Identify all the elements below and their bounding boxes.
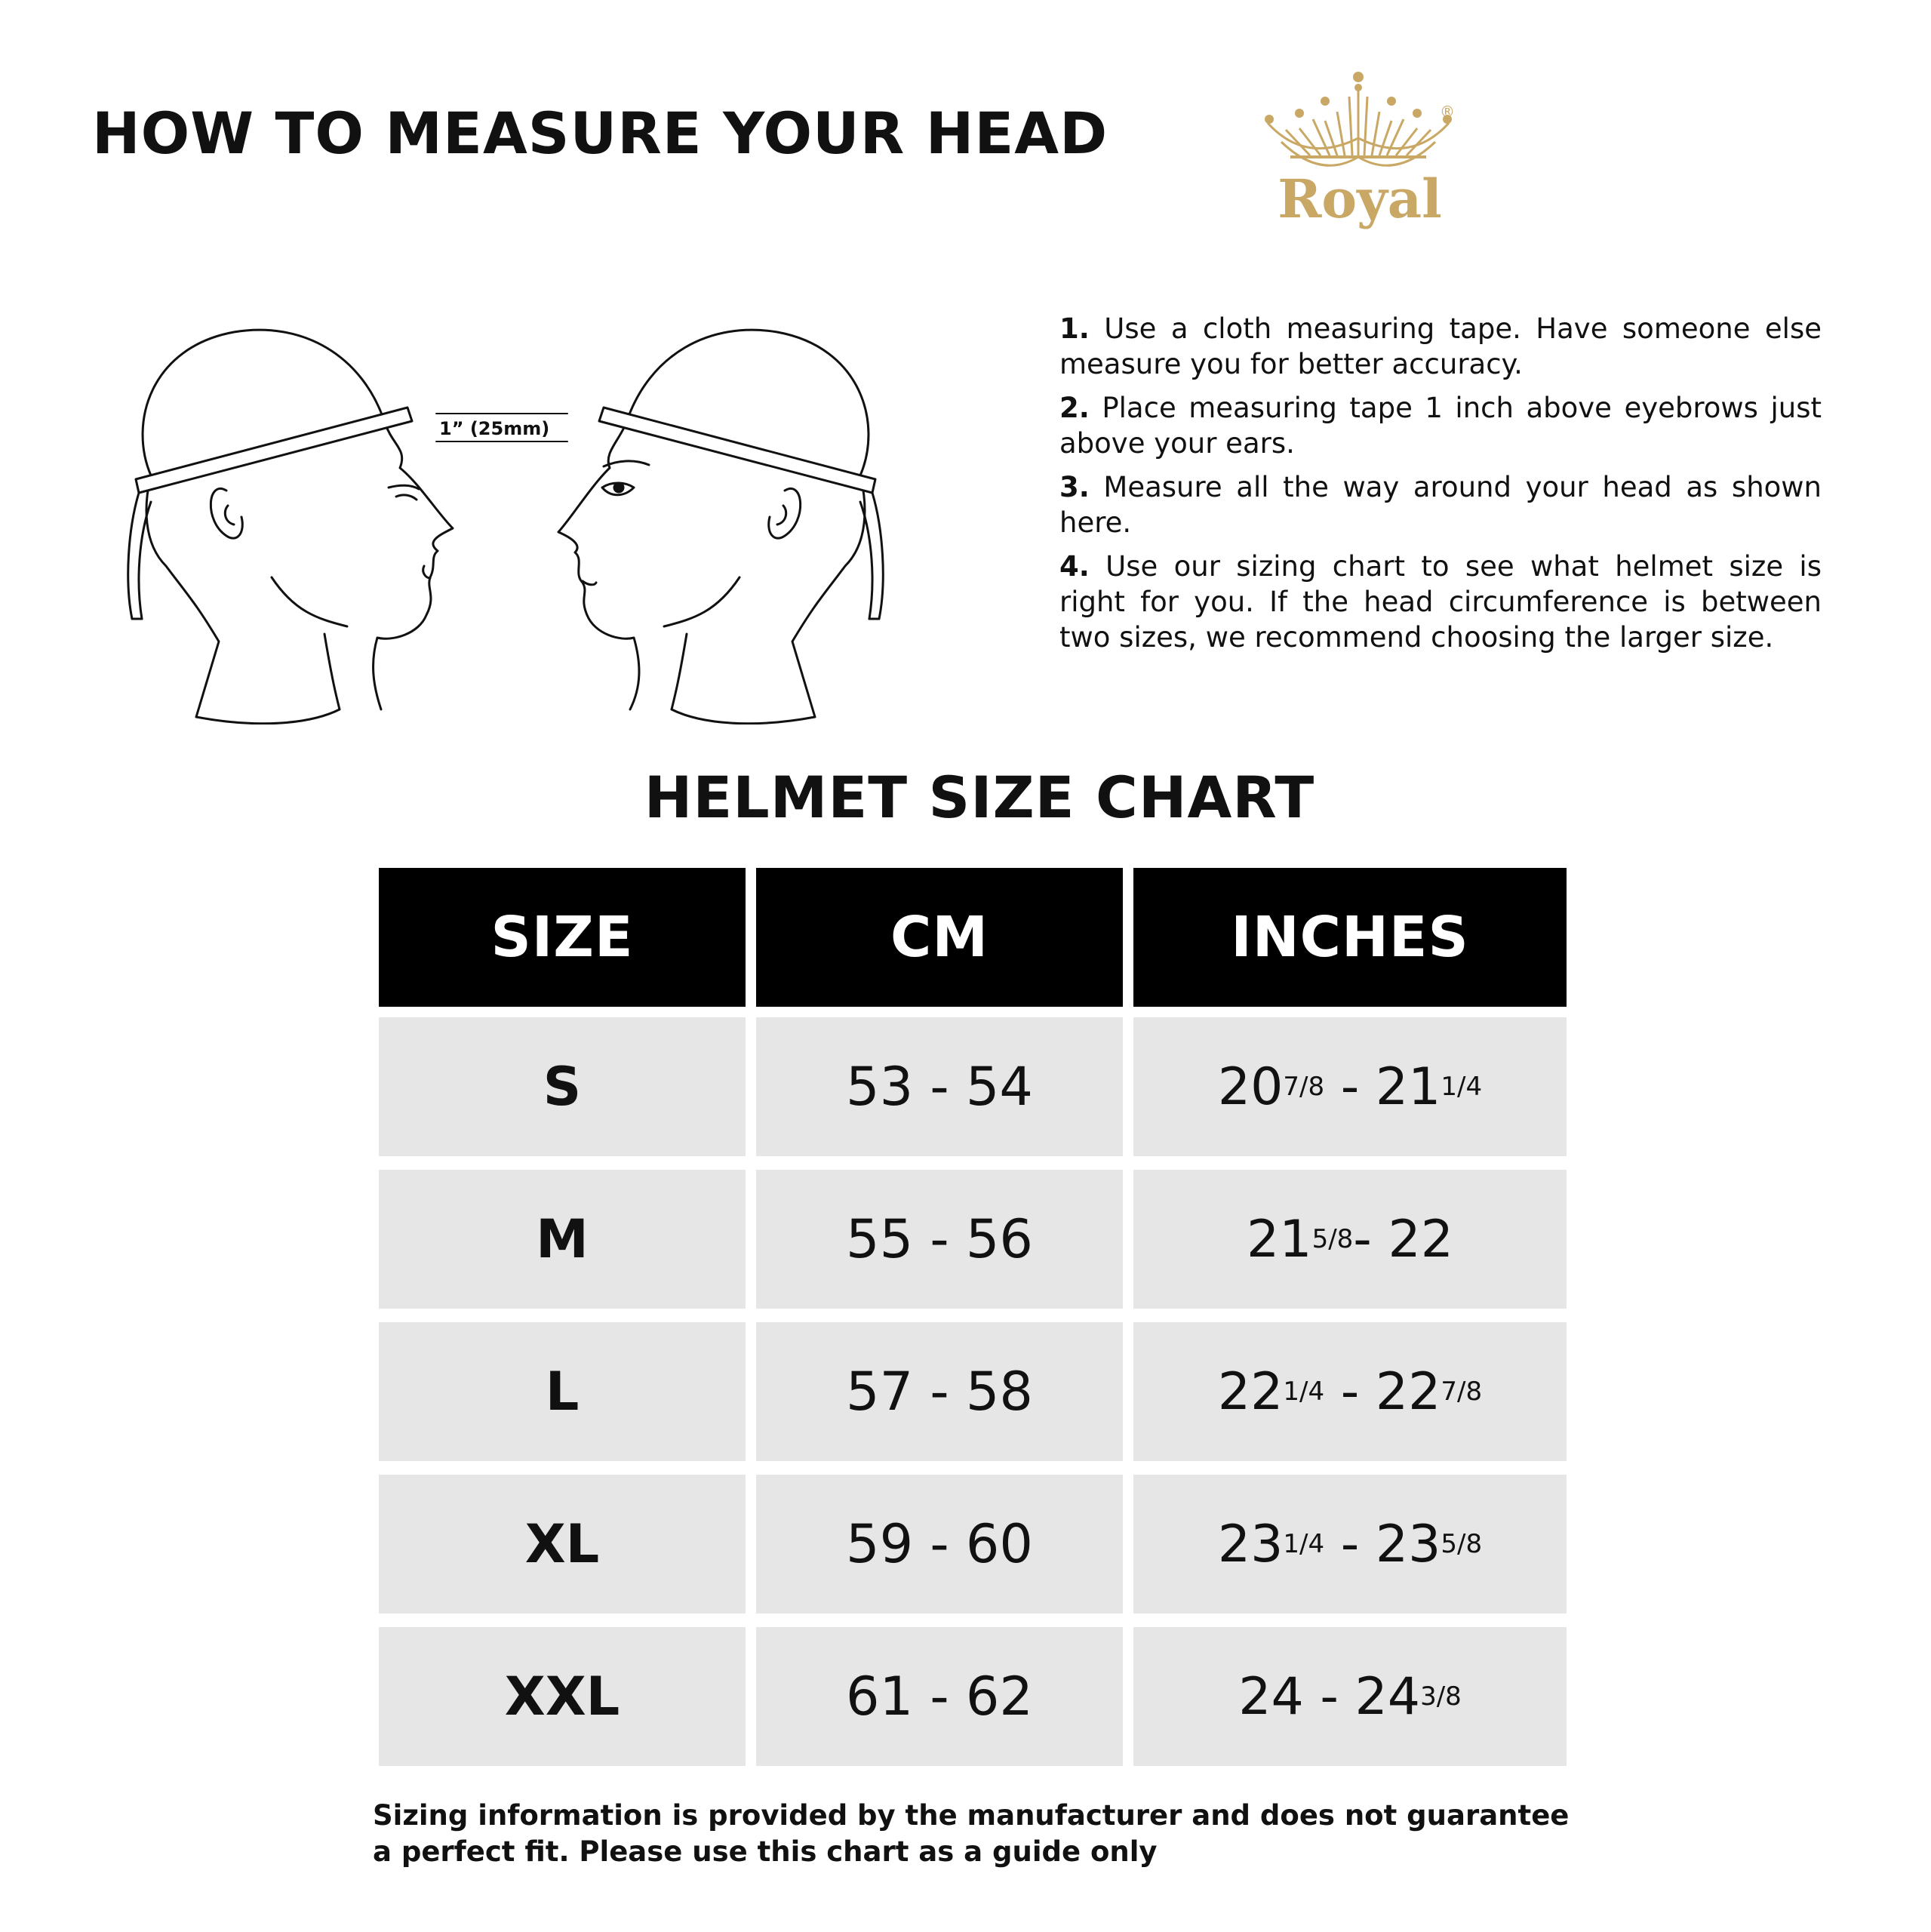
step-number: 3. bbox=[1059, 471, 1090, 503]
inches-from-fraction: 1/4 bbox=[1283, 1529, 1325, 1559]
header-cm: CM bbox=[756, 868, 1123, 1007]
size-cell: L bbox=[379, 1322, 746, 1461]
range-separator: - bbox=[1303, 1666, 1355, 1727]
step-item bbox=[1059, 469, 1822, 540]
inches-cell bbox=[1133, 1627, 1567, 1766]
range-separator: - bbox=[1324, 1361, 1376, 1422]
female-head-illustration bbox=[558, 330, 883, 724]
inches-to-fraction: 3/8 bbox=[1420, 1681, 1462, 1712]
inches-from: 20 bbox=[1217, 1057, 1284, 1117]
head-measurement-diagram bbox=[121, 317, 890, 724]
size-cell: XXL bbox=[379, 1627, 746, 1766]
male-head-illustration bbox=[128, 330, 453, 724]
chart-title: HELMET SIZE CHART bbox=[644, 764, 1315, 831]
cm-cell: 53 - 54 bbox=[756, 1017, 1123, 1156]
step-item bbox=[1059, 390, 1822, 461]
inches-to-fraction: 7/8 bbox=[1441, 1377, 1483, 1407]
registered-mark: ® bbox=[1440, 103, 1455, 121]
inches-from: 21 bbox=[1247, 1209, 1312, 1269]
step-text: Use a cloth measuring tape. Have someone else measure you for better accuracy. bbox=[1059, 312, 1822, 380]
inches-from-fraction: 7/8 bbox=[1283, 1072, 1325, 1102]
inches-from-fraction: 1/4 bbox=[1283, 1377, 1325, 1407]
inches-to: 22 bbox=[1388, 1209, 1453, 1269]
step-number: 4. bbox=[1059, 550, 1090, 583]
inches-to: 23 bbox=[1375, 1514, 1441, 1574]
inches-to: 22 bbox=[1375, 1361, 1441, 1422]
step-item bbox=[1059, 549, 1822, 655]
step-number: 1. bbox=[1059, 312, 1090, 345]
inches-from: 23 bbox=[1217, 1514, 1284, 1574]
cm-cell: 61 - 62 bbox=[756, 1627, 1123, 1766]
inches-to-fraction: 5/8 bbox=[1441, 1529, 1483, 1559]
cm-cell: 55 - 56 bbox=[756, 1170, 1123, 1309]
measurement-steps bbox=[1059, 311, 1822, 663]
size-cell: S bbox=[379, 1017, 746, 1156]
size-cell: XL bbox=[379, 1475, 746, 1614]
inches-from: 22 bbox=[1217, 1361, 1284, 1422]
step-text: Place measuring tape 1 inch above eyebrows just above your ears. bbox=[1059, 392, 1822, 460]
size-cell: M bbox=[379, 1170, 746, 1309]
cm-cell: 59 - 60 bbox=[756, 1475, 1123, 1614]
header-size: SIZE bbox=[379, 868, 746, 1007]
cm-cell: 57 - 58 bbox=[756, 1322, 1123, 1461]
inches-from-fraction: 5/8 bbox=[1311, 1224, 1354, 1254]
step-item bbox=[1059, 311, 1822, 382]
page-title: HOW TO MEASURE YOUR HEAD bbox=[92, 100, 1108, 167]
inches-cell bbox=[1133, 1322, 1567, 1461]
measure-label: 1” (25mm) bbox=[439, 418, 550, 439]
disclaimer-text: Sizing information is provided by the manufacturer and does not guarantee a perfect fit. Please use this chart as a guide only bbox=[373, 1799, 1570, 1868]
inches-cell bbox=[1133, 1017, 1567, 1156]
inches-cell bbox=[1133, 1475, 1567, 1614]
step-text: Use our sizing chart to see what helmet size is right for you. If the head circumference is between two sizes, we recommend choosing the larger size. bbox=[1059, 550, 1822, 654]
step-number: 2. bbox=[1059, 392, 1090, 424]
header-inches: INCHES bbox=[1133, 868, 1567, 1007]
range-separator: - bbox=[1324, 1514, 1376, 1574]
inches-to: 24 bbox=[1354, 1666, 1421, 1727]
step-text: Measure all the way around your head as shown here. bbox=[1059, 471, 1822, 539]
inches-to: 21 bbox=[1375, 1057, 1441, 1117]
inches-from: 24 bbox=[1238, 1666, 1304, 1727]
range-separator: - bbox=[1324, 1057, 1376, 1117]
brand-name: Royal bbox=[1278, 168, 1442, 230]
range-separator: - bbox=[1353, 1209, 1388, 1269]
inches-cell bbox=[1133, 1170, 1567, 1309]
inches-to-fraction: 1/4 bbox=[1441, 1072, 1483, 1102]
